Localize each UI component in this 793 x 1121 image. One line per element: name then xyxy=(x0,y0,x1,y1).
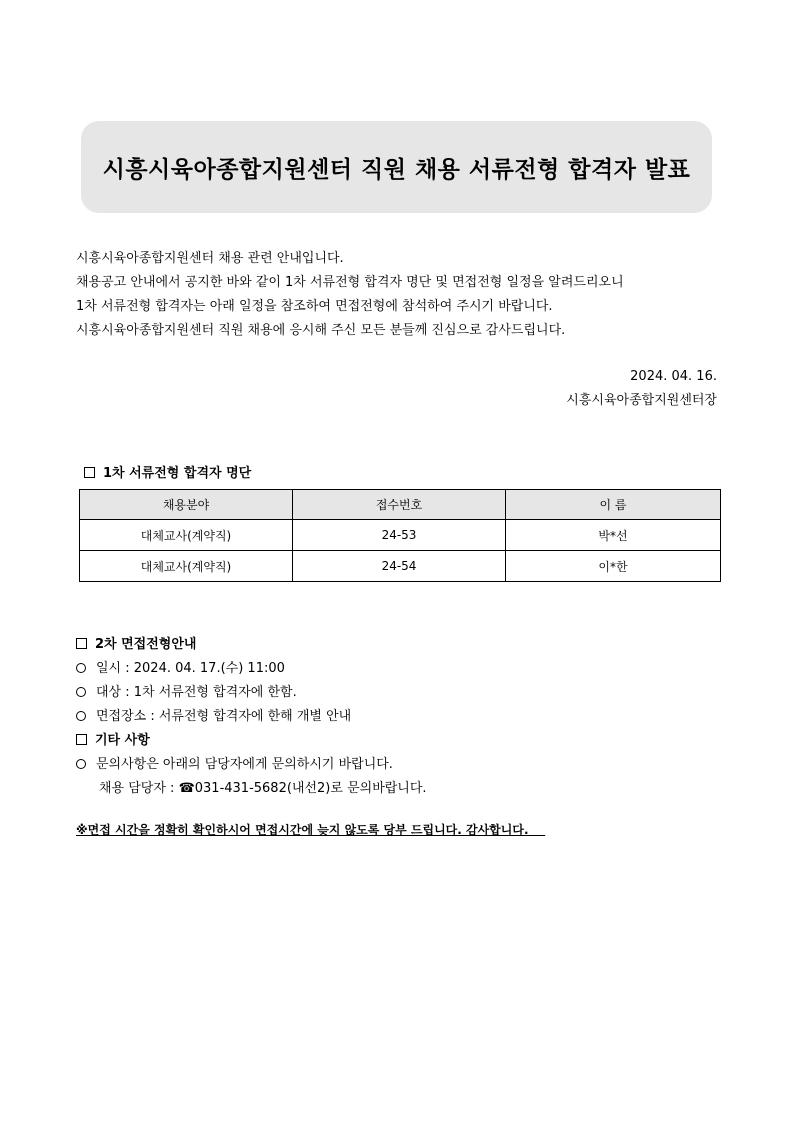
table-cell: 24-53 xyxy=(293,520,506,551)
section1-title: 1차 서류전형 합격자 명단 xyxy=(103,466,252,481)
table-row xyxy=(80,551,721,582)
circle-bullet-icon xyxy=(76,711,86,721)
notice-text: ※면접 시간을 정확히 확인하시어 면접시간에 늦지 않도록 당부 드립니다. 감사합니다. xyxy=(76,823,546,837)
section2-title: 2차 면접전형안내 xyxy=(95,637,197,652)
table-cell: 대체교사(계약직) xyxy=(80,551,293,582)
intro-line: 채용공고 안내에서 공지한 바와 같이 1차 서류전형 합격자 명단 및 면접전형 일정을 알려드리오니 xyxy=(76,275,624,290)
circle-bullet-icon xyxy=(76,687,86,697)
table-cell: 이*한 xyxy=(506,551,721,582)
interview-info xyxy=(76,633,427,801)
intro-line: 1차 서류전형 합격자는 아래 일정을 참조하여 면접전형에 참석하여 주시기 바랍니다. xyxy=(76,299,553,314)
table-row xyxy=(80,520,721,551)
section3-title: 기타 사항 xyxy=(95,733,150,748)
title-box xyxy=(81,121,712,213)
checkbox-square-icon xyxy=(76,734,87,745)
intro-line: 시흥시육아종합지원센터 직원 채용에 응시해 주신 모든 분들께 진심으로 감사드립니다. xyxy=(76,323,566,338)
list-item xyxy=(76,705,427,729)
column-header: 이 름 xyxy=(506,490,721,520)
intro-line: 시흥시육아종합지원센터 채용 관련 안내입니다. xyxy=(76,251,344,266)
list-item-text: 대상 : 1차 서류전형 합격자에 한함. xyxy=(96,685,297,700)
circle-bullet-icon xyxy=(76,663,86,673)
section3-heading xyxy=(76,729,427,753)
section2-heading xyxy=(76,633,427,657)
table-header-row xyxy=(80,490,721,520)
contact-line: 채용 담당자 : ☎031-431-5682(내선2)로 문의바랍니다. xyxy=(99,781,427,796)
list-item-text: 면접장소 : 서류전형 합격자에 한해 개별 안내 xyxy=(96,709,352,724)
table-cell: 대체교사(계약직) xyxy=(80,520,293,551)
intro-text xyxy=(76,247,726,343)
list-item xyxy=(76,657,427,681)
page-title: 시흥시육아종합지원센터 직원 채용 서류전형 합격자 발표 xyxy=(102,156,691,183)
circle-bullet-icon xyxy=(76,759,86,769)
list-item-text: 일시 : 2024. 04. 17.(수) 11:00 xyxy=(96,661,285,676)
signer: 시흥시육아종합지원센터장 xyxy=(566,393,717,408)
pass-list-table xyxy=(79,489,721,582)
list-item-text: 문의사항은 아래의 담당자에게 문의하시기 바랍니다. xyxy=(96,757,393,772)
column-header: 채용분야 xyxy=(80,490,293,520)
table-cell: 박*선 xyxy=(506,520,721,551)
date: 2024. 04. 16. xyxy=(630,369,717,384)
column-header: 접수번호 xyxy=(293,490,506,520)
table-cell: 24-54 xyxy=(293,551,506,582)
checkbox-square-icon xyxy=(84,467,95,478)
checkbox-square-icon xyxy=(76,638,87,649)
list-item xyxy=(76,681,427,705)
list-item xyxy=(76,753,427,777)
date-signature xyxy=(566,365,717,413)
section1-heading xyxy=(84,462,251,481)
